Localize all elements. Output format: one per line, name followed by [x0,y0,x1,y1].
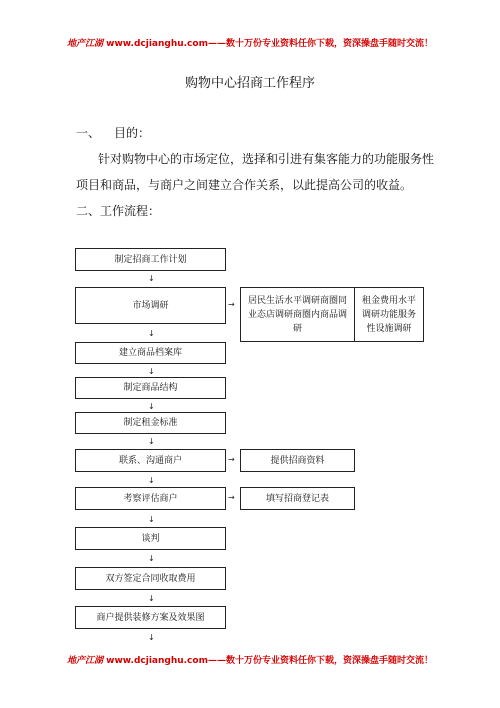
flow-step-archive: 建立商品档案库 [75,342,226,364]
paragraph-line-2: 项目和商品，与商户之间建立合作关系，以此提高公司的收益。 [76,178,413,192]
flow-step-contract: 双方签定合同收取费用 [75,567,226,590]
banner-slogan: ——数十万份专业资料任你下载，资深操盘手随时交流！ [207,656,433,666]
arrow-down-icon: ↓ [148,329,155,338]
footer-banner [0,653,500,666]
arrow-right-icon: → [228,493,235,502]
arrow-down-icon: ↓ [148,402,155,411]
arrow-down-icon: ↓ [148,367,155,376]
banner-site[interactable]: www.dcjianghu.com [106,39,208,49]
arrow-down-icon: ↓ [148,594,155,603]
paragraph-line-1: 针对购物中心的市场定位，选择和引进有集客能力的功能服务性 [98,152,435,166]
arrow-down-icon: ↓ [148,274,155,283]
side-research-a: 居民生活水平调研商圈同业态店调研商圈内商品调研 [240,287,355,342]
arrow-right-icon: → [228,455,235,464]
banner-brand: 地产江湖 [67,656,104,666]
doc-title: 购物中心招商工作程序 [184,76,315,91]
side-research-b: 租金费用水平调研功能服务性设施调研 [354,287,424,342]
flow-step-structure: 制定商品结构 [75,377,226,399]
section-2-heading: 二、工作流程： [76,204,161,218]
arrow-down-icon: ↓ [148,437,155,446]
arrow-right-icon: → [228,300,235,309]
arrow-down-icon: ↓ [148,515,155,524]
flow-step-rent: 制定租金标准 [75,412,226,434]
flow-step-research: 市场调研 [75,287,226,324]
banner-slogan: ——数十万份专业资料任你下载，资深操盘手随时交流！ [207,39,433,49]
arrow-down-icon: ↓ [148,554,155,563]
section-1-label: 目的： [114,126,151,140]
header-banner [0,36,500,49]
flow-step-plan: 制定招商工作计划 [75,248,226,271]
flow-step-negotiate: 谈判 [75,527,226,550]
banner-brand: 地产江湖 [67,39,104,49]
arrow-down-icon: ↓ [148,633,155,642]
section-1-heading [76,124,150,141]
banner-site[interactable]: www.dcjianghu.com [106,656,208,666]
arrow-down-icon: ↓ [148,476,155,485]
flow-step-decoration: 商户提供装修方案及效果图 [75,606,226,629]
side-fill-form: 填写招商登记表 [240,487,355,510]
flow-step-contact: 联系、沟通商户 [75,449,226,472]
flow-step-evaluate: 考察评估商户 [75,487,226,510]
side-provide-info: 提供招商资料 [240,449,355,472]
section-1-number: 一、 [76,126,101,140]
